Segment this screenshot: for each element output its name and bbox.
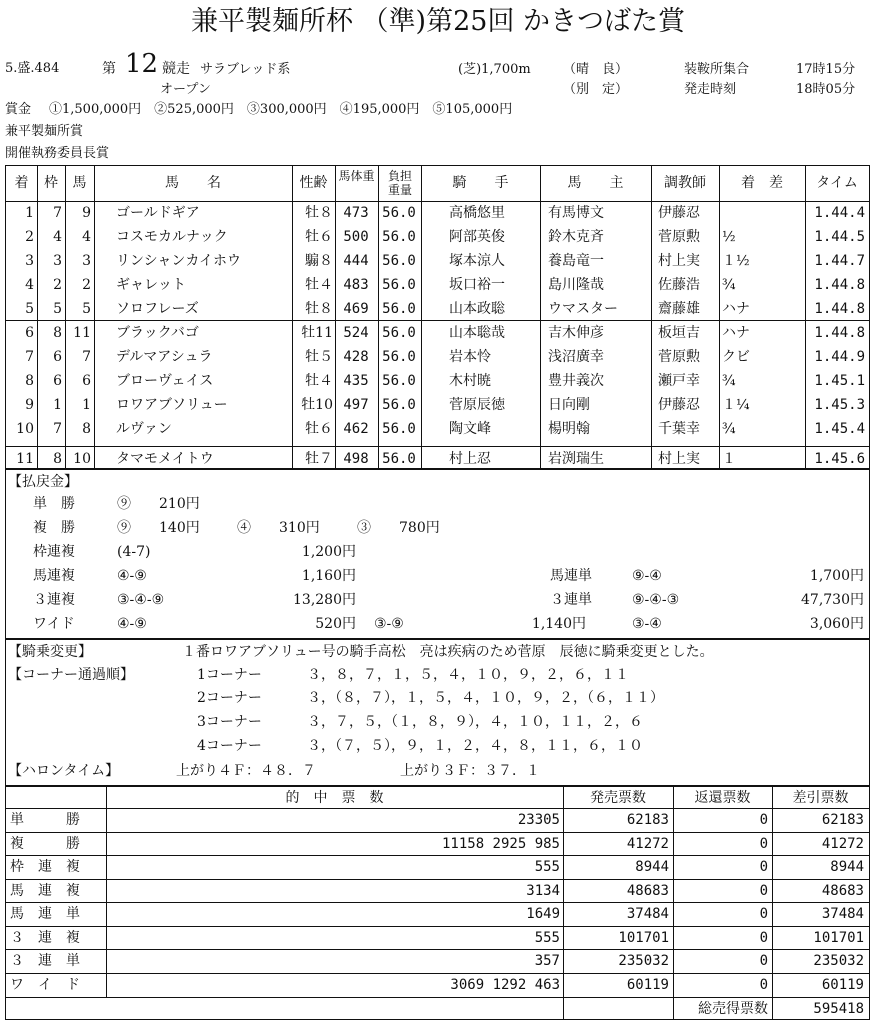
wide-label: ワイド [33,616,75,632]
vote-hit-votes: 555 [534,929,560,946]
vote-net-votes: 60119 [821,976,864,993]
vote-refund-votes: 0 [759,812,768,828]
wide-amount-2: 1,140円 [531,616,586,632]
result-rank: 7 [25,349,34,365]
result-trainer: 千葉幸 [658,421,700,437]
race-notes-block [5,639,870,786]
wide-combo-2: ③-⑨ [374,616,404,632]
corner-1-label: 1コーナー [197,667,262,683]
umatan-amount: 1,700円 [809,568,864,584]
result-frame: 4 [53,229,62,245]
race-suffix: 競走 [162,61,190,77]
result-body-weight: 473 [343,205,369,221]
result-rank: 5 [25,301,34,317]
vote-net-votes: 62183 [821,812,864,828]
result-frame: 6 [53,373,62,389]
result-owner: 養島竜一 [548,253,604,269]
vote-hit-votes: 3069 1292 463 [450,976,560,993]
result-burden: 56.0 [382,253,416,269]
umaren-amount: 1,160円 [301,568,356,584]
vote-net-votes: 37484 [821,906,864,922]
result-margin: １ [722,451,736,467]
breed: サラブレッド系 [200,62,291,77]
result-frame: 8 [53,325,62,341]
vote-refund-votes: 0 [759,906,768,922]
corner-order-label: 【コーナー通過順】 [8,667,134,683]
result-rank: 2 [25,229,34,245]
vote-row-divider [6,973,869,974]
vote-hit-votes: 11158 2925 985 [441,835,560,852]
tansho-payout: ⑨ 210円 [117,496,200,512]
result-body-weight: 500 [343,229,369,245]
race-prefix: 第 [102,61,116,77]
result-rank: 3 [25,253,34,269]
result-time: 1.44.7 [814,253,865,269]
result-rank: 1 [25,205,34,221]
vote-bet-type: ワ イ ド [10,976,80,993]
start-time: 18時05分 [796,82,856,97]
result-burden: 56.0 [382,325,416,341]
result-rank: 10 [16,421,34,437]
result-burden: 56.0 [382,397,416,413]
result-horse-name: ルヴァン [116,421,172,437]
result-sex-age: 騸８ [305,253,333,269]
last-4f: 上がり４Ｆ：４８．７ [176,763,316,779]
result-time: 1.44.8 [814,277,865,293]
wakuren-amount: 1,200円 [301,544,356,560]
page-title: 兼平製麺所杯 （準)第25回 かきつばた賞 [190,6,686,37]
vote-bet-type: 枠 連 複 [10,859,80,875]
result-margin: クビ [722,349,750,365]
result-horse-name: ギャレット [116,277,186,293]
result-time: 1.44.8 [814,301,865,317]
col-header-sold: 発売票数 [590,790,646,806]
weather: （晴 良） [563,62,629,77]
result-trainer: 菅原勲 [658,229,700,245]
result-horse-name: ブラックバゴ [116,325,199,341]
col-header-hit-votes: 的 中 票 数 [285,790,384,806]
result-burden: 56.0 [382,277,416,293]
result-jockey: 塚本涼人 [449,253,505,269]
vote-sold-votes: 8944 [635,859,669,875]
vote-row-divider [6,832,869,833]
result-trainer: 佐藤浩 [658,277,700,293]
corner-1-order: ３，８，７，１，５，４，１０，９，２，６，１１ [307,667,629,683]
umatan-label: 馬連単 [550,568,592,584]
meeting-code: 5.盛.484 [5,61,60,76]
result-trainer: 村上実 [658,253,700,269]
result-owner: 浅沼廣幸 [548,349,604,365]
santan-amount: 47,730円 [801,592,864,608]
jockey-change-text: １番ロワアブソリュー号の騎手高松 亮は疾病のため菅原 辰徳に騎乗変更とした。 [182,644,714,660]
furlong-label: 【ハロンタイム】 [8,763,120,779]
result-sex-age: 牡４ [305,373,333,389]
fukusho-payout-3: ③ 780円 [357,520,440,536]
corner-4-order: ３，（７，５），９，１，２，４，８，１１，６，１０ [307,738,643,754]
vote-refund-votes: 0 [759,882,768,899]
result-frame: 7 [53,205,62,221]
result-time: 1.44.4 [814,205,865,221]
vote-hit-votes: 357 [534,953,560,969]
col-header-trainer: 調教師 [664,175,706,191]
result-margin: １½ [722,253,750,269]
col-header-horse-name: 馬 名 [165,175,221,191]
result-body-weight: 497 [343,397,369,413]
vote-bet-type: 複 勝 [10,835,80,852]
result-horse-no: 9 [82,205,91,221]
vote-refund-votes: 0 [759,953,768,969]
vote-hit-votes: 555 [534,859,560,875]
result-horse-no: 8 [82,421,91,437]
result-horse-name: リンシャンカイホウ [116,253,241,269]
result-margin: １¼ [722,397,750,413]
col-header-horse-no: 馬 [72,175,87,191]
result-jockey: 陶文峰 [449,421,491,437]
result-jockey: 菅原辰徳 [449,397,505,413]
vote-row-divider [6,902,869,903]
vote-refund-votes: 0 [759,929,768,946]
payout-header: 【払戻金】 [8,474,78,490]
vote-sold-votes: 41272 [626,835,669,852]
result-jockey: 高橋悠里 [449,205,505,221]
result-frame: 1 [53,397,62,413]
result-margin: ¾ [722,277,736,293]
result-body-weight: 462 [343,421,369,437]
vote-bet-type: 単 勝 [10,812,80,828]
result-body-weight: 444 [343,253,369,269]
result-burden: 56.0 [382,373,416,389]
result-sex-age: 牡７ [305,451,333,467]
vote-sold-votes: 37484 [626,906,669,922]
result-time: 1.45.3 [814,397,865,413]
col-header-margin: 着 差 [741,175,783,191]
result-margin: ¾ [722,373,736,389]
result-body-weight: 428 [343,349,369,365]
result-time: 1.44.8 [814,325,865,341]
result-owner: 鈴木克斉 [548,229,604,245]
vote-hit-votes: 23305 [517,812,560,828]
result-margin: ハナ [722,301,750,317]
col-header-rank: 着 [14,175,29,191]
col-header-jockey: 騎 手 [452,175,509,191]
result-owner: 日向剛 [548,397,590,413]
vote-refund-votes: 0 [759,859,768,875]
result-burden: 56.0 [382,421,416,437]
vote-hit-votes: 3134 [526,882,560,899]
results-table [5,165,870,469]
result-horse-name: ブローヴェイス [116,373,214,389]
wakuren-combo: (4-7) [117,544,151,560]
result-sex-age: 牡８ [305,205,333,221]
vote-net-votes: 235032 [813,953,864,969]
assembly-label: 装鞍所集合 [684,62,750,77]
result-rank: 9 [25,397,34,413]
result-horse-name: タマモメイトウ [116,451,214,467]
result-frame: 3 [53,253,62,269]
result-trainer: 板垣吉 [658,325,700,341]
sanfuku-label: ３連複 [33,592,75,608]
result-body-weight: 524 [343,325,369,341]
result-sex-age: 牡10 [301,397,333,413]
umatan-combo: ⑨-④ [632,568,662,584]
result-sex-age: 牡11 [301,325,333,341]
vote-refund-votes: 0 [759,835,768,852]
result-owner: 島川隆哉 [548,277,604,293]
vote-bet-type: ３ 連 複 [10,929,80,946]
result-frame: 8 [53,451,62,467]
col-header-frame: 枠 [44,175,58,191]
course: (芝)1,700m [458,62,531,77]
result-sex-age: 牡６ [305,421,333,437]
result-sex-age: 牡６ [305,229,333,245]
result-owner: 岩渕瑞生 [548,451,604,467]
result-trainer: 齋藤雄 [658,301,700,317]
wakuren-label: 枠連複 [33,544,75,560]
result-sex-age: 牡４ [305,277,333,293]
corner-3-order: ３，７，５，（１，８，９），４，１０，１１，２，６ [307,714,643,730]
result-sex-age: 牡５ [305,349,333,365]
total-votes-value: 595418 [813,1001,864,1017]
vote-bet-type: ３ 連 単 [10,953,80,969]
total-votes-label: 総売得票数 [698,1001,768,1017]
vote-net-votes: 101701 [813,929,864,946]
vote-sold-votes: 235032 [618,953,669,969]
result-body-weight: 498 [343,451,369,467]
result-time: 1.45.1 [814,373,865,389]
vote-net-votes: 8944 [830,859,864,875]
result-jockey: 山本政聡 [449,301,505,317]
race-number: 12 [125,49,159,79]
umaren-combo: ④-⑨ [117,568,147,584]
result-frame: 2 [53,277,62,293]
result-jockey: 山本聡哉 [449,325,505,341]
result-jockey: 岩本怜 [449,349,491,365]
wide-amount-1: 520円 [315,616,356,632]
vote-row-divider [6,855,869,856]
col-header-owner: 馬 主 [567,175,624,191]
fukusho-payout-1: ⑨ 140円 [117,520,200,536]
wide-combo-1: ④-⑨ [117,616,147,632]
result-horse-name: デルマアシュラ [116,349,213,365]
start-label: 発走時刻 [684,82,737,97]
vote-bet-type: 馬 連 単 [10,906,80,922]
payout-block [5,469,870,639]
vote-sold-votes: 48683 [626,882,669,899]
vote-hit-votes: 1649 [526,906,560,922]
last-3f: 上がり３Ｆ：３７．１ [400,763,540,779]
result-time: 1.45.6 [814,451,865,467]
corner-4-label: 4コーナー [197,738,262,754]
fukusho-payout-2: ④ 310円 [237,520,320,536]
result-owner: 楊明翰 [548,421,590,437]
result-horse-name: ロワアブソリュー [116,397,228,413]
result-trainer: 伊藤忍 [658,205,700,221]
result-frame: 5 [53,301,62,317]
vote-row-divider [6,879,869,880]
result-margin: ハナ [722,325,750,341]
result-margin: ½ [722,229,736,245]
assembly-time: 17時15分 [796,62,856,77]
result-rank: 11 [16,451,34,467]
result-trainer: 伊藤忍 [658,397,700,413]
vote-row-divider [6,926,869,927]
result-burden: 56.0 [382,301,416,317]
result-burden: 56.0 [382,229,416,245]
result-burden: 56.0 [382,205,416,221]
result-owner: 有馬博文 [548,205,604,221]
result-owner: 吉木伸彦 [548,325,604,341]
result-trainer: 瀬戸幸 [658,373,700,389]
votes-table [5,786,870,1020]
result-sex-age: 牡８ [305,301,333,317]
umaren-label: 馬連複 [33,568,75,584]
result-frame: 7 [53,421,62,437]
result-horse-no: 2 [82,277,91,293]
fukusho-label: 複 勝 [33,520,75,536]
result-horse-no: 11 [73,325,91,341]
sanfuku-amount: 13,280円 [293,592,356,608]
result-horse-name: コスモカルナック [116,229,228,245]
weight-rule: （別 定） [563,82,629,97]
result-owner: ウマスター [548,301,618,317]
col-header-refund: 返還票数 [694,790,751,806]
vote-row-divider [6,808,869,809]
vote-sold-votes: 62183 [626,812,669,828]
col-header-weight: 馬体重 [338,169,375,183]
result-trainer: 村上実 [658,451,700,467]
result-trainer: 菅原勲 [658,349,700,365]
prize-list: ①1,500,000円 ②525,000円 ③300,000円 ④195,000円 ⑤105,000円 [49,102,513,117]
vote-net-votes: 48683 [821,882,864,899]
corner-2-label: 2コーナー [197,690,262,706]
result-horse-no: 3 [82,253,91,269]
col-header-net: 差引票数 [792,790,849,806]
result-body-weight: 483 [343,277,369,293]
result-time: 1.44.5 [814,229,865,245]
tansho-label: 単 勝 [33,496,75,512]
result-horse-name: ソロフレーズ [116,301,199,317]
result-rank: 4 [25,277,34,293]
vote-refund-votes: 0 [759,976,768,993]
santan-combo: ⑨-④-③ [632,592,680,608]
result-horse-name: ゴールドギア [116,205,200,221]
result-owner: 豊井義次 [548,373,604,389]
result-horse-no: 7 [82,349,91,365]
sponsor-award: 兼平製麺所賞 [5,124,84,139]
result-time: 1.44.9 [814,349,865,365]
result-burden: 56.0 [382,349,416,365]
result-horse-no: 10 [73,451,91,467]
result-body-weight: 435 [343,373,369,389]
santan-label: ３連単 [550,592,592,608]
vote-net-votes: 41272 [821,835,864,852]
result-horse-no: 6 [82,373,91,389]
vote-row-divider [6,949,869,950]
result-rank: 6 [25,325,34,341]
col-header-sex-age: 性齢 [299,175,328,191]
result-horse-no: 1 [82,397,91,413]
corner-3-label: 3コーナー [197,714,262,730]
committee-award: 開催執務委員長賞 [5,146,110,161]
result-margin: ¾ [722,421,736,437]
corner-2-order: ３，（８，７），１，５，４，１０，９，２，（６，１１） [307,690,664,706]
jockey-change-label: 【騎乗変更】 [8,644,92,660]
result-horse-no: 4 [82,229,91,245]
result-rank: 8 [25,373,34,389]
result-frame: 6 [53,349,62,365]
result-jockey: 村上忍 [449,451,491,467]
wide-amount-3: 3,060円 [809,616,864,632]
race-class: オープン [160,82,211,97]
result-horse-no: 5 [82,301,91,317]
vote-sold-votes: 101701 [618,929,669,946]
result-jockey: 阿部英俊 [449,229,505,245]
result-burden: 56.0 [382,451,416,467]
result-body-weight: 469 [343,301,369,317]
result-jockey: 坂口裕一 [449,277,505,293]
col-header-time: タイム [816,175,858,191]
vote-sold-votes: 60119 [626,976,669,993]
prize-label: 賞金 [5,102,32,117]
wide-combo-3: ③-④ [632,616,662,632]
col-header-burden: 負担重量 [387,169,412,197]
result-time: 1.45.4 [814,421,865,437]
vote-bet-type: 馬 連 複 [10,882,80,899]
sanfuku-combo: ③-④-⑨ [117,592,165,608]
result-jockey: 木村暁 [449,373,491,389]
